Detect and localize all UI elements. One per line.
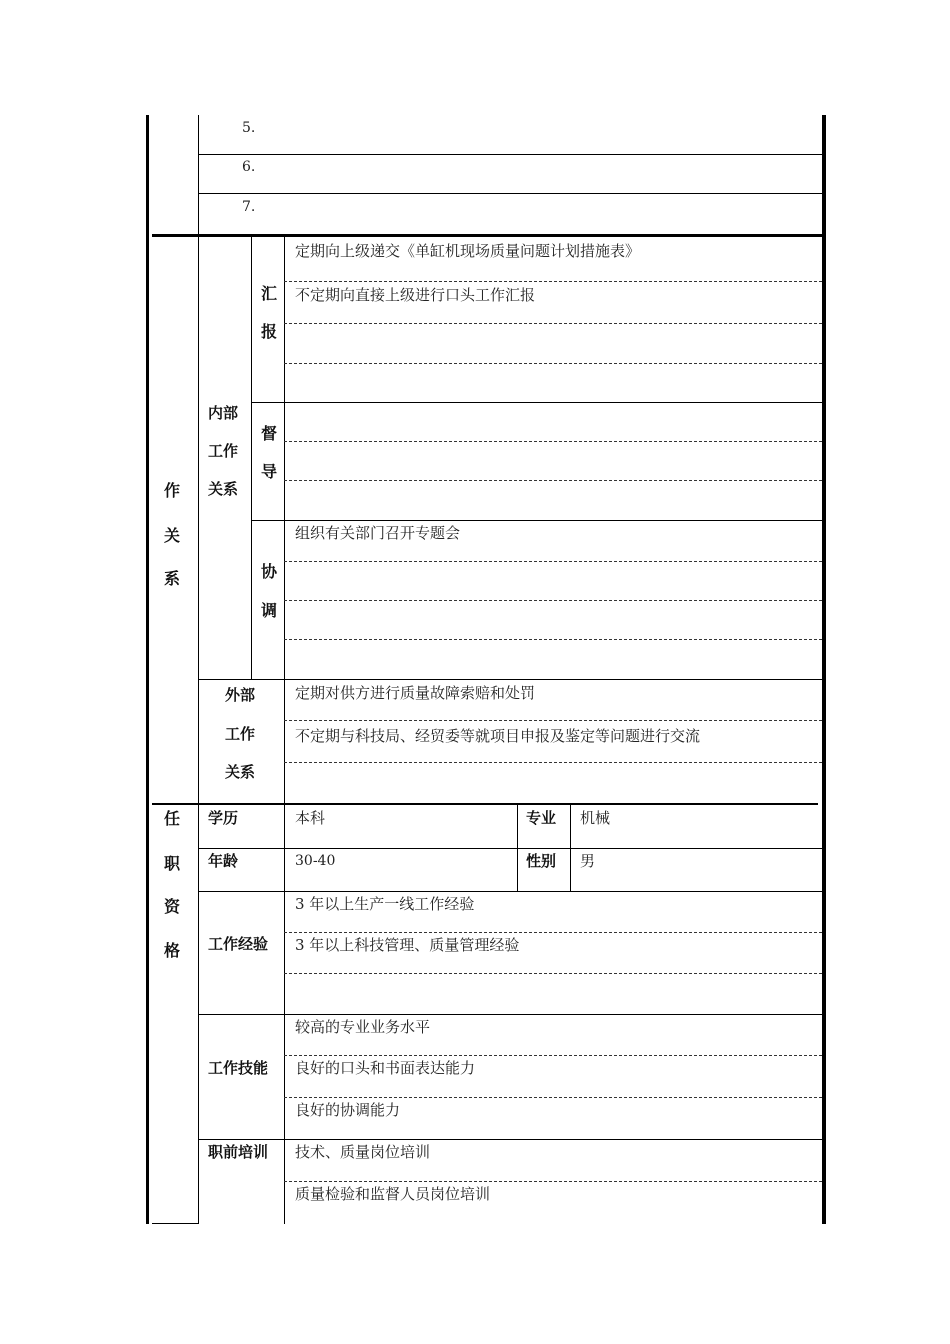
training-label: 职前培训	[208, 1143, 269, 1161]
section-label-char: 作	[164, 481, 181, 500]
education-label: 学历	[208, 809, 239, 827]
report-label: 报	[261, 322, 278, 341]
age-label: 年龄	[208, 852, 239, 870]
skills-label: 工作技能	[208, 1059, 269, 1077]
major-label: 专业	[526, 809, 557, 827]
section-label-char: 系	[164, 569, 181, 588]
external-line: 定期对供方进行质量故障索赔和处罚	[295, 684, 536, 702]
supervise-label: 导	[261, 462, 278, 481]
coordinate-line: 组织有关部门召开专题会	[295, 524, 461, 542]
skills-line: 良好的口头和书面表达能力	[295, 1059, 476, 1077]
section-label-char: 资	[164, 897, 181, 916]
right-border	[822, 115, 826, 1224]
external-label: 工作	[225, 725, 256, 743]
skills-line: 较高的专业业务水平	[295, 1018, 431, 1036]
training-line: 技术、质量岗位培训	[295, 1143, 431, 1161]
section-label-char: 职	[164, 854, 181, 873]
age-value: 30-40	[295, 853, 336, 869]
education-value: 本科	[295, 809, 326, 827]
experience-line: 3 年以上科技管理、质量管理经验	[295, 936, 520, 954]
report-line: 不定期向直接上级进行口头工作汇报	[295, 286, 536, 304]
gender-label: 性别	[526, 852, 557, 870]
supervise-label: 督	[261, 424, 278, 443]
major-value: 机械	[580, 809, 611, 827]
internal-label: 内部	[208, 404, 239, 422]
section-label-char: 任	[164, 809, 181, 828]
experience-line: 3 年以上生产一线工作经验	[295, 895, 475, 913]
external-label: 外部	[225, 686, 256, 704]
report-label: 汇	[261, 284, 278, 303]
internal-label: 工作	[208, 442, 239, 460]
row-number: 6.	[242, 159, 256, 175]
internal-label: 关系	[208, 480, 239, 498]
coordinate-label: 调	[261, 601, 278, 620]
section-divider-2	[152, 803, 818, 805]
left-border	[146, 115, 149, 1224]
skills-line: 良好的协调能力	[295, 1101, 401, 1119]
row-number: 7.	[242, 199, 256, 215]
training-line: 质量检验和监督人员岗位培训	[295, 1185, 491, 1203]
section-label-char: 关	[164, 526, 181, 545]
gender-value: 男	[580, 852, 596, 870]
coordinate-label: 协	[261, 562, 278, 581]
section-label-char: 格	[164, 941, 181, 960]
external-line: 不定期与科技局、经贸委等就项目申报及鉴定等问题进行交流	[295, 727, 701, 745]
row-number: 5.	[242, 120, 256, 136]
experience-label: 工作经验	[208, 935, 269, 953]
section-divider	[152, 234, 822, 237]
external-label: 关系	[225, 763, 256, 781]
report-line: 定期向上级递交《单缸机现场质量问题计划措施表》	[295, 242, 641, 260]
